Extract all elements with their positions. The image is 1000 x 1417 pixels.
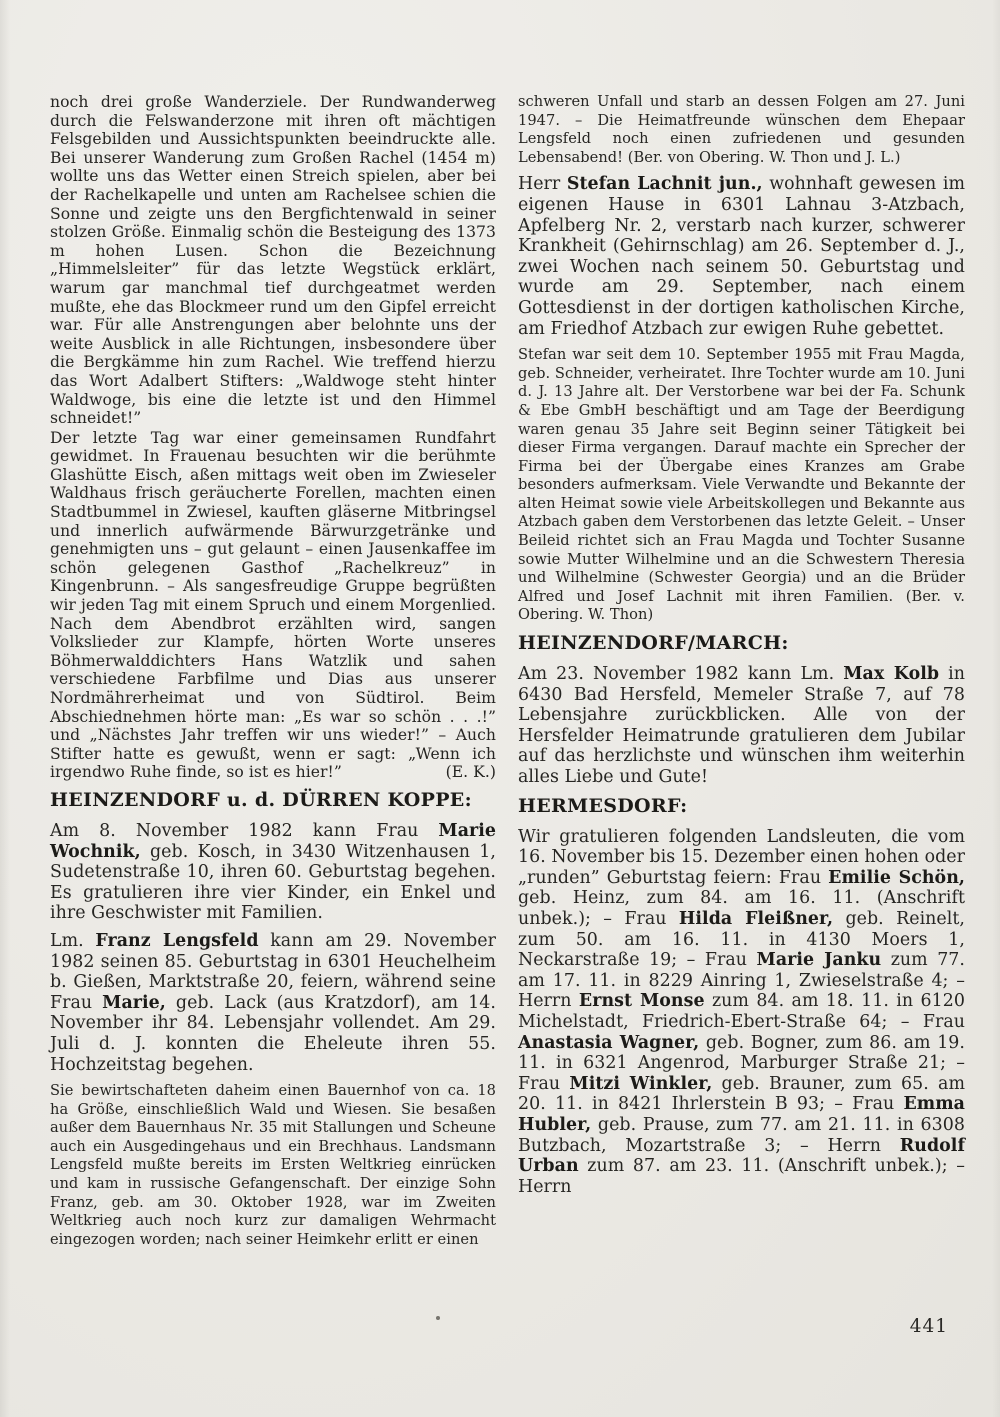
text-run: geb. Bogner, zum 86. am 19. 11. in 6321 Angenrod, Marburger Straße 21; – Frau <box>518 1032 965 1094</box>
text-run: Sie bewirtschafteten daheim einen Bauernhof von ca. 18 ha Größe, einschließlich Wald und Wiesen. Sie besaßen außer dem Bauernhaus Nr. 35 mit Stallungen und Scheune auch ein Ausgedingehaus und ein Brechhaus. Landsmann Lengsfeld mußte bereits im Ersten Weltkrieg einrücken und kam in russische Gefangenschaft. Der einzige Sohn Franz, geb. am 30. Oktober 1928, war im Zweiten Weltkrieg auch noch kurz zur damaligen Wehrmacht eingezogen worden; nach seiner Heimkehr erlitt er einen <box>50 1082 496 1248</box>
text-run: Stefan war seit dem 10. September 1955 mit Frau Magda, geb. Schneider, verheiratet. Ihre Tochter wurde am 10. Juni d. J. 13 Jahre alt. Der Verstorbene war bei der Fa. Schunk & Ebe GmbH beschäftigt und am Tage der Beerdigung waren genau 35 Jahre seit Beginn seiner Tätigkeit bei dieser Firma vergangen. Darauf machte ein Sprecher der Firma bei der Übergabe eines Kranzes am Grabe besonders aufmerksam. Viele Verwandte und Bekannte der alten Heimat sowie viele Arbeitskollegen und Bekannte aus Atzbach gaben dem Verstorbenen das letzte Geleit. – Unser Beileid richtet sich an Frau Magda und Tochter Susanne sowie Mutter Wilhelmine und an die Schwestern Theresia und Wilhelmine (Schwester Georgia) und an die Brüder Alfred und Josef Lachnit mit ihren Familien. (Ber. v. Obering. W. Thon) <box>518 346 965 624</box>
person-name: Marie Wochnik, <box>50 820 496 862</box>
person-name: Stefan Lachnit jun., <box>566 174 763 195</box>
paragraph <box>50 931 496 1075</box>
person-name: Anastasia Wagner, <box>518 1032 700 1053</box>
person-name: Hilda Fleißner, <box>678 908 834 929</box>
text-run: schweren Unfall und starb an dessen Folgen am 27. Juni 1947. – Die Heimatfreunde wünschen dem Ehepaar Lengsfeld noch einen zufriedenen und gesunden Lebensabend! (Ber. von Obering. W. Thon und J. L.) <box>518 93 965 166</box>
person-name: Franz Lengsfeld <box>95 930 259 951</box>
text-run: kann am 29. November 1982 seinen 85. Geburtstag in 6301 Heuchelheim b. Gießen, Marktstraße 20, feiern, während seine Frau <box>50 930 497 1013</box>
paragraph <box>518 827 965 1198</box>
text-run: zum 77. am 17. 11. in 8229 Ainring 1, Zwieselstraße 4; – Herrn <box>518 950 966 1012</box>
text-run: in 6430 Bad Hersfeld, Memeler Straße 7, auf 78 Lebensjahre zurückblicken. Alle von der Hersfelder Heimatrunde gratulieren dem Jubilar auf das herzlichste und wünschen ihm weiterhin alles Liebe und Gute! <box>518 664 965 787</box>
print-artifact-dot <box>436 1316 440 1320</box>
person-name: Marie Janku <box>756 950 882 971</box>
paragraph <box>518 93 965 167</box>
paragraph <box>50 821 496 924</box>
text-run: HEINZENDORF u. d. DÜRREN KOPPE: <box>50 788 472 811</box>
text-run: geb. Heinz, zum 84. am 16. 11. (Anschrift unbek.); – Frau <box>518 888 965 929</box>
text-run: HEINZENDORF/MARCH: <box>518 632 789 655</box>
paragraph <box>50 1082 496 1249</box>
text-run: geb. Kosch, in 3430 Witzenhausen 1, Sudetenstraße 10, ihren 60. Geburtstag begehen. Es gratulieren ihre vier Kinder, ein Enkel und ihre Geschwister mit Familien. <box>50 841 496 924</box>
person-name: Max Kolb <box>843 664 940 685</box>
paragraph <box>50 93 496 428</box>
person-name: Emma Hubler, <box>518 1094 965 1135</box>
byline: (E. K.) <box>445 763 496 782</box>
text-run: HERMESDORF: <box>518 794 688 817</box>
text-run: geb. Brauner, zum 65. am 20. 11. in 8421 Ihrlerstein B 93; – Frau <box>518 1073 965 1115</box>
person-name: Marie, <box>102 992 166 1013</box>
text-run: noch drei große Wanderziele. Der Rundwanderweg durch die Felswanderzone mit ihren oft mächtigen Felsgebilden und Aussichtspunkten beeindruckte alle. Bei unserer Wanderung zum Großen Rachel (1454 m) wollte uns das Wetter einen Streich spielen, aber bei der Rachelkapelle und unten am Rachelsee schien die Sonne und zeigte uns den Bergfichtenwald in seiner stolzen Größe. Einmalig schön die Besteigung des 1373 m hohen Lusen. Schon die Bezeichnung „Himmelsleiter” für das letzte Wegstück erklärt, warum gar manchmal tief durchgeatmet werden mußte, ehe das Blockmeer rund um den Gipfel erreicht war. Für alle Anstrengungen aber belohnte uns der weite Ausblick in alle Richtungen, insbesondere über die Bergkämme hin zum Rachel. Wie treffend hierzu das Wort Adalbert Stifters: „Waldwoge steht hinter Waldwoge, bis eine die letzte ist und den Himmel schneidet!” <box>50 93 496 428</box>
person-name: Ernst Monse <box>578 991 705 1012</box>
section-heading <box>518 795 965 817</box>
text-run: Herr <box>518 174 567 195</box>
text-run: zum 87. am 23. 11. (Anschrift unbek.); – Herrn <box>518 1156 965 1197</box>
text-run: geb. Prause, zum 77. am 21. 11. in 6308 Butzbach, Mozartstraße 3; – Herrn <box>518 1114 965 1156</box>
text-run: Lm. <box>50 930 96 951</box>
person-name: Rudolf Urban <box>518 1135 965 1177</box>
text-run: Der letzte Tag war einer gemeinsamen Rundfahrt gewidmet. In Frauenau besuchten wir die berühmte Glashütte Eisch, aßen mittags weit oben im Zwieseler Waldhaus frisch geräucherte Forellen, machten einen Stadtbummel in Zwiesel, kauften gläserne Mitbringsel und innerlich aufwärmende Bärwurzgetränke und genehmigten uns – gut gelaunt – einen Jausenkaffee im schön gelegenen Gasthof „Rachelkreuz” in Kingenbrunn. – Als sangesfreudige Gruppe begrüßten wir jeden Tag mit einem Spruch und einem Morgenlied. Nach dem Abendbrot erzählten wird, sangen Volkslieder zur Klampfe, hörten Worte unseres Böhmerwalddichters Hans Watzlik und sahen verschiedene Farbfilme und Dias aus unserer Nordmährerheimat und von Südtirol. Beim Abschiednehmen hörte man: „Es war so schön . . .!” und „Nächstes Jahr treffen wir uns wieder!” – Auch Stifter hatte es gewußt, wenn er sagt: „Wenn ich irgendwo Ruhe finde, so ist es hier!” <box>50 428 496 782</box>
text-run: Am 23. November 1982 kann Lm. <box>518 664 844 685</box>
text-run: zum 84. am 18. 11. in 6120 Michelstadt, Friedrich-Ebert-Straße 64; – Frau <box>518 991 965 1032</box>
page-content <box>50 93 965 1249</box>
paragraph <box>518 664 965 788</box>
paragraph <box>518 174 965 339</box>
text-run: geb. Lack (aus Kratzdorf), am 14. November ihr 84. Lebensjahr vollendet. Am 29. Juli d. J. konnten die Eheleute ihren 55. Hochzeitstag begehen. <box>50 992 496 1075</box>
paragraph <box>518 346 965 625</box>
section-heading <box>518 632 965 654</box>
page-number: 441 <box>909 1316 948 1337</box>
right-column <box>518 93 965 1249</box>
paragraph <box>50 429 496 782</box>
left-column <box>50 93 496 1249</box>
text-run: Am 8. November 1982 kann Frau <box>50 820 439 841</box>
section-heading <box>50 789 496 811</box>
person-name: Mitzi Winkler, <box>569 1073 713 1094</box>
person-name: Emilie Schön, <box>828 867 965 888</box>
text-run: wohnhaft gewesen im eigenen Hause in 6301 Lahnau 3-Atzbach, Apfelberg Nr. 2, verstarb nach kurzer, schwerer Krankheit (Gehirnschlag) am 26. September d. J., zwei Wochen nach seinem 50. Geburtstag und wurde am 29. September, nach einem Gottesdienst in der dortigen katholischen Kirche, am Friedhof Atzbach zur ewigen Ruhe gebettet. <box>518 174 965 339</box>
text-run: Wir gratulieren folgenden Landsleuten, die vom 16. November bis 15. Dezember einen hohen oder „runden” Geburtstag feiern: Frau <box>518 826 965 888</box>
text-run: geb. Reinelt, zum 50. am 16. 11. in 4130 Moers 1, Neckarstraße 19; – Frau <box>518 908 966 971</box>
